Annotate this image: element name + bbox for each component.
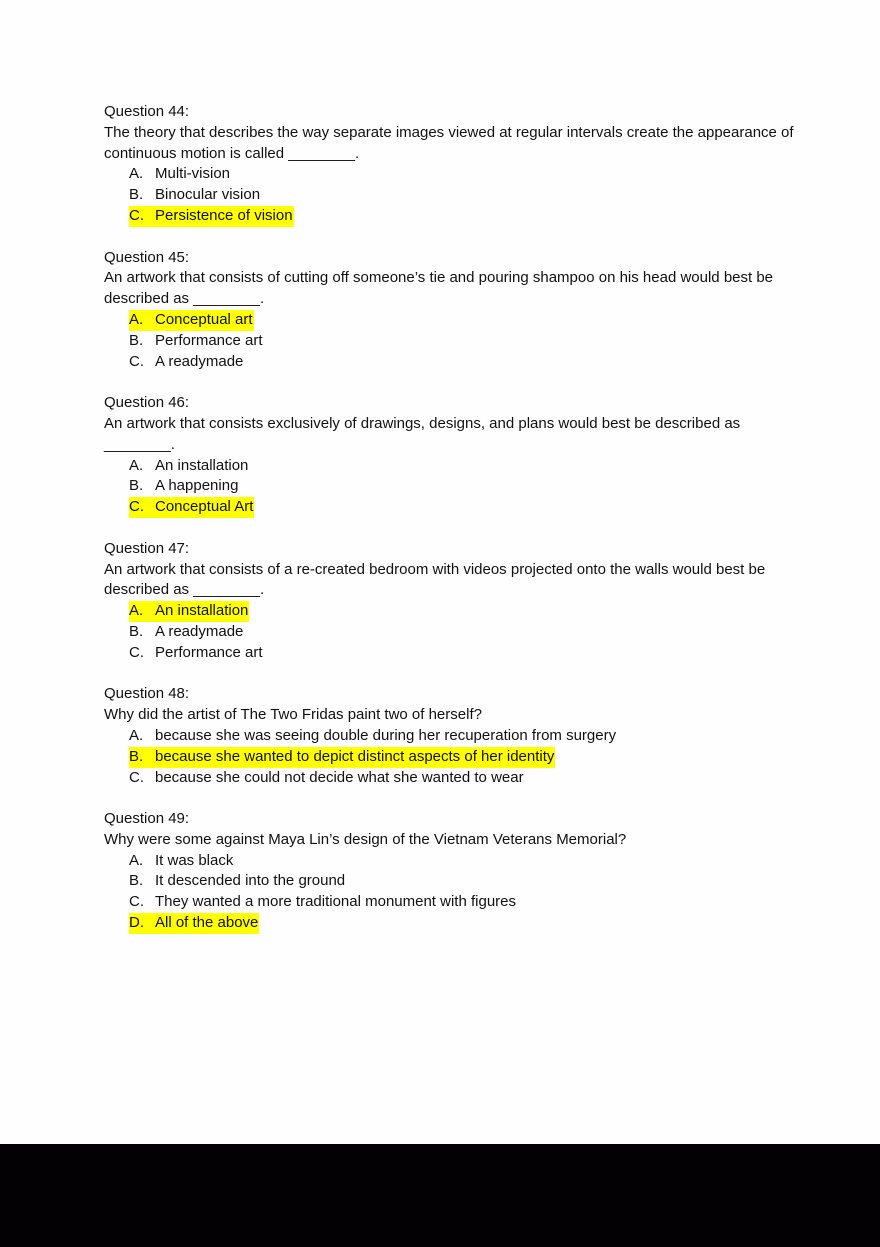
- answer-options: [104, 164, 794, 226]
- answer-option-correct: [104, 601, 794, 622]
- question-44: [104, 102, 798, 227]
- option-text: because she wanted to depict distinct aspects of her identity: [155, 747, 555, 765]
- answer-option: [104, 185, 794, 206]
- correct-answer-highlight: [129, 913, 259, 934]
- option-letter: B.: [129, 331, 144, 349]
- option-letter: A.: [129, 726, 144, 744]
- answer-option: [104, 622, 794, 643]
- option-text: It descended into the ground: [155, 872, 346, 890]
- correct-answer-highlight: [129, 497, 254, 518]
- answer-option: [104, 331, 794, 352]
- correct-answer-highlight: [129, 206, 294, 227]
- option-text: Performance art: [155, 331, 263, 349]
- answer-option-correct: [104, 747, 794, 768]
- option-letter: B.: [129, 747, 144, 765]
- answer-options: [104, 851, 794, 934]
- question-text: The theory that describes the way separate images viewed at regular intervals create the appearance of continuous motion is called ________.: [104, 123, 798, 162]
- answer-option: [104, 352, 794, 373]
- option-text: Conceptual Art: [155, 498, 254, 516]
- question-45: [104, 248, 794, 373]
- answer-option: [104, 476, 794, 497]
- option-text: They wanted a more traditional monument with figures: [155, 893, 517, 911]
- option-text: because she was seeing double during her recuperation from surgery: [155, 726, 617, 744]
- answer-option-correct: [104, 310, 794, 331]
- answer-option: [104, 456, 794, 477]
- option-text: An installation: [155, 456, 249, 474]
- question-text: Why were some against Maya Lin’s design of the Vietnam Veterans Memorial?: [104, 830, 627, 848]
- question-label: Question 48:: [104, 685, 190, 703]
- question-label: Question 44:: [104, 103, 190, 120]
- question-label: Question 45:: [104, 248, 190, 266]
- correct-answer-highlight: [129, 310, 254, 331]
- option-letter: C.: [129, 206, 144, 224]
- question-48: [104, 684, 794, 788]
- option-letter: A.: [129, 602, 144, 620]
- answer-option: [104, 164, 794, 185]
- option-letter: D.: [129, 914, 144, 932]
- option-text: A readymade: [155, 622, 244, 640]
- answer-options: [104, 726, 794, 788]
- question-label: Question 47:: [104, 539, 190, 557]
- answer-options: [104, 456, 794, 518]
- black-letterbox-bar: [0, 1144, 880, 1247]
- answer-option-correct: [104, 913, 794, 934]
- option-letter: C.: [129, 498, 144, 516]
- option-letter: A.: [129, 456, 144, 474]
- question-49: [104, 809, 794, 934]
- option-text: Binocular vision: [155, 186, 261, 204]
- option-text: An installation: [155, 602, 249, 620]
- option-letter: C.: [129, 768, 144, 786]
- correct-answer-highlight: [129, 601, 249, 622]
- answer-option-correct: [104, 206, 794, 227]
- answer-option-correct: [104, 497, 794, 518]
- option-letter: C.: [129, 352, 144, 370]
- answer-option: [104, 871, 794, 892]
- option-text: All of the above: [155, 914, 259, 932]
- answer-options: [104, 310, 794, 372]
- option-letter: C.: [129, 893, 144, 911]
- option-letter: B.: [129, 622, 144, 640]
- option-text: Performance art: [155, 643, 263, 661]
- question-list: [104, 102, 798, 955]
- option-letter: B.: [129, 186, 144, 204]
- question-47: [104, 539, 794, 664]
- question-text: An artwork that consists of cutting off someone’s tie and pouring shampoo on his head would best be described as ________.: [104, 269, 778, 308]
- option-letter: A.: [129, 165, 144, 183]
- answer-option: [104, 892, 794, 913]
- option-letter: A.: [129, 310, 144, 328]
- question-label: Question 46:: [104, 394, 190, 412]
- question-text: An artwork that consists exclusively of drawings, designs, and plans would best be described as ________.: [104, 414, 745, 453]
- option-text: A happening: [155, 477, 239, 495]
- option-letter: B.: [129, 477, 144, 495]
- answer-options: [104, 601, 794, 663]
- question-text: Why did the artist of The Two Fridas paint two of herself?: [104, 706, 482, 724]
- option-text: because she could not decide what she wanted to wear: [155, 768, 524, 786]
- answer-option: [104, 726, 794, 747]
- option-text: Conceptual art: [155, 310, 253, 328]
- question-46: [104, 393, 794, 518]
- answer-option: [104, 768, 794, 789]
- option-letter: A.: [129, 851, 144, 869]
- option-text: A readymade: [155, 352, 244, 370]
- correct-answer-highlight: [129, 747, 555, 768]
- option-letter: C.: [129, 643, 144, 661]
- option-letter: B.: [129, 872, 144, 890]
- answer-option: [104, 851, 794, 872]
- option-text: It was black: [155, 851, 234, 869]
- question-label: Question 49:: [104, 810, 190, 828]
- answer-option: [104, 643, 794, 664]
- option-text: Multi-vision: [155, 165, 231, 183]
- option-text: Persistence of vision: [155, 206, 293, 224]
- question-text: An artwork that consists of a re-created bedroom with videos projected onto the walls would best be described as ________.: [104, 560, 770, 599]
